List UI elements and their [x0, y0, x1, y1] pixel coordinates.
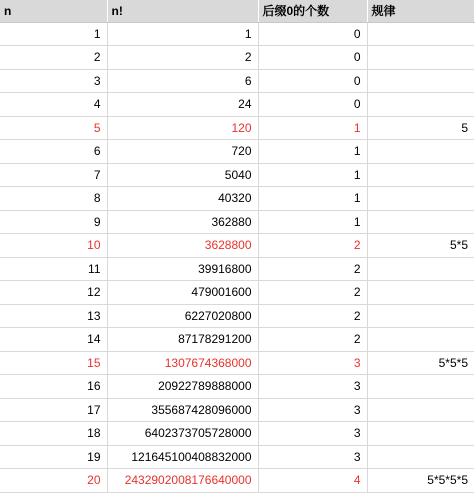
- cell-trailing-zeros[interactable]: 2: [258, 328, 367, 352]
- cell-trailing-zeros[interactable]: 3: [258, 351, 367, 375]
- cell-trailing-zeros[interactable]: 2: [258, 234, 367, 258]
- cell-factorial[interactable]: 720: [107, 140, 258, 164]
- cell-factorial[interactable]: 2432902008176640000: [107, 469, 258, 493]
- cell-n[interactable]: 12: [0, 281, 107, 305]
- cell-n[interactable]: 19: [0, 445, 107, 469]
- cell-factorial[interactable]: 6227020800: [107, 304, 258, 328]
- cell-factorial[interactable]: 40320: [107, 187, 258, 211]
- cell-rule[interactable]: 5: [367, 116, 474, 140]
- cell-n[interactable]: 3: [0, 69, 107, 93]
- cell-n[interactable]: 2: [0, 46, 107, 70]
- column-header-n[interactable]: n: [0, 0, 107, 22]
- table-row: [0, 328, 474, 352]
- cell-rule[interactable]: [367, 69, 474, 93]
- cell-trailing-zeros[interactable]: 2: [258, 281, 367, 305]
- cell-rule[interactable]: [367, 422, 474, 446]
- table-row: [0, 304, 474, 328]
- cell-rule[interactable]: 5*5*5*5: [367, 469, 474, 493]
- table-row: [0, 422, 474, 446]
- table-row: [0, 210, 474, 234]
- cell-rule[interactable]: [367, 93, 474, 117]
- cell-factorial[interactable]: 6: [107, 69, 258, 93]
- cell-rule[interactable]: [367, 375, 474, 399]
- cell-n[interactable]: 20: [0, 469, 107, 493]
- cell-factorial[interactable]: 20922789888000: [107, 375, 258, 399]
- cell-rule[interactable]: [367, 210, 474, 234]
- cell-rule[interactable]: [367, 140, 474, 164]
- table-row: [0, 140, 474, 164]
- cell-rule[interactable]: [367, 398, 474, 422]
- cell-trailing-zeros[interactable]: 3: [258, 445, 367, 469]
- cell-n[interactable]: 7: [0, 163, 107, 187]
- cell-trailing-zeros[interactable]: 1: [258, 210, 367, 234]
- cell-n[interactable]: 14: [0, 328, 107, 352]
- table-row: [0, 469, 474, 493]
- table-row: [0, 375, 474, 399]
- table-row: [0, 116, 474, 140]
- cell-rule[interactable]: [367, 22, 474, 46]
- table-row: [0, 351, 474, 375]
- header-row: [0, 0, 474, 22]
- cell-factorial[interactable]: 121645100408832000: [107, 445, 258, 469]
- cell-rule[interactable]: [367, 46, 474, 70]
- table-row: [0, 22, 474, 46]
- table-row: [0, 398, 474, 422]
- table-body: [0, 22, 474, 492]
- cell-factorial[interactable]: 479001600: [107, 281, 258, 305]
- cell-rule[interactable]: [367, 445, 474, 469]
- cell-trailing-zeros[interactable]: 3: [258, 375, 367, 399]
- cell-n[interactable]: 5: [0, 116, 107, 140]
- cell-factorial[interactable]: 5040: [107, 163, 258, 187]
- table-row: [0, 187, 474, 211]
- cell-n[interactable]: 15: [0, 351, 107, 375]
- cell-trailing-zeros[interactable]: 1: [258, 116, 367, 140]
- cell-n[interactable]: 8: [0, 187, 107, 211]
- cell-trailing-zeros[interactable]: 0: [258, 93, 367, 117]
- cell-n[interactable]: 6: [0, 140, 107, 164]
- cell-n[interactable]: 18: [0, 422, 107, 446]
- cell-trailing-zeros[interactable]: 1: [258, 187, 367, 211]
- cell-factorial[interactable]: 3628800: [107, 234, 258, 258]
- cell-n[interactable]: 17: [0, 398, 107, 422]
- table-row: [0, 234, 474, 258]
- cell-factorial[interactable]: 6402373705728000: [107, 422, 258, 446]
- cell-rule[interactable]: [367, 187, 474, 211]
- cell-n[interactable]: 4: [0, 93, 107, 117]
- column-header-factorial[interactable]: n!: [107, 0, 258, 22]
- cell-n[interactable]: 13: [0, 304, 107, 328]
- cell-trailing-zeros[interactable]: 1: [258, 163, 367, 187]
- cell-rule[interactable]: 5*5: [367, 234, 474, 258]
- cell-trailing-zeros[interactable]: 2: [258, 257, 367, 281]
- cell-n[interactable]: 11: [0, 257, 107, 281]
- table-row: [0, 163, 474, 187]
- cell-rule[interactable]: [367, 163, 474, 187]
- cell-factorial[interactable]: 355687428096000: [107, 398, 258, 422]
- cell-factorial[interactable]: 2: [107, 46, 258, 70]
- cell-trailing-zeros[interactable]: 0: [258, 22, 367, 46]
- table-row: [0, 93, 474, 117]
- table-row: [0, 445, 474, 469]
- cell-rule[interactable]: [367, 328, 474, 352]
- cell-trailing-zeros[interactable]: 1: [258, 140, 367, 164]
- cell-n[interactable]: 9: [0, 210, 107, 234]
- cell-factorial[interactable]: 1: [107, 22, 258, 46]
- cell-n[interactable]: 10: [0, 234, 107, 258]
- cell-trailing-zeros[interactable]: 0: [258, 69, 367, 93]
- cell-factorial[interactable]: 39916800: [107, 257, 258, 281]
- cell-factorial[interactable]: 87178291200: [107, 328, 258, 352]
- table-row: [0, 46, 474, 70]
- cell-rule[interactable]: [367, 257, 474, 281]
- cell-factorial[interactable]: 1307674368000: [107, 351, 258, 375]
- cell-rule[interactable]: 5*5*5: [367, 351, 474, 375]
- cell-n[interactable]: 16: [0, 375, 107, 399]
- cell-factorial[interactable]: 24: [107, 93, 258, 117]
- cell-rule[interactable]: [367, 304, 474, 328]
- cell-trailing-zeros[interactable]: 2: [258, 304, 367, 328]
- cell-n[interactable]: 1: [0, 22, 107, 46]
- cell-rule[interactable]: [367, 281, 474, 305]
- table-row: [0, 69, 474, 93]
- cell-factorial[interactable]: 120: [107, 116, 258, 140]
- cell-trailing-zeros[interactable]: 3: [258, 398, 367, 422]
- cell-trailing-zeros[interactable]: 0: [258, 46, 367, 70]
- cell-factorial[interactable]: 362880: [107, 210, 258, 234]
- column-header-trailing-zeros[interactable]: 后缀0的个数: [258, 0, 367, 22]
- table-row: [0, 281, 474, 305]
- cell-trailing-zeros[interactable]: 4: [258, 469, 367, 493]
- table-row: [0, 257, 474, 281]
- column-header-rule[interactable]: 规律: [367, 0, 474, 22]
- cell-trailing-zeros[interactable]: 3: [258, 422, 367, 446]
